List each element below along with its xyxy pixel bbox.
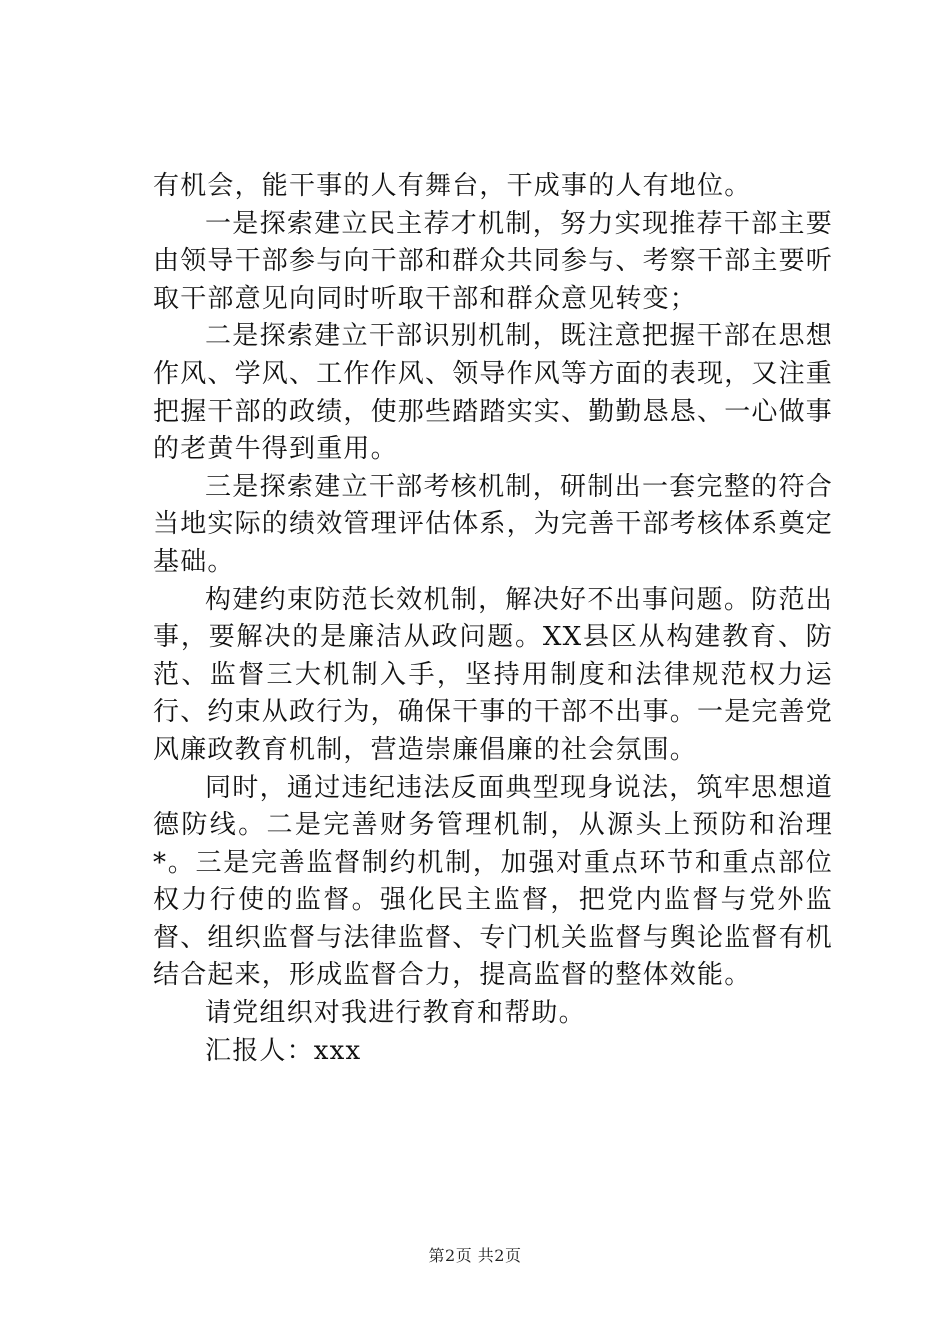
paragraph-constraint-mechanism: 构建约束防范长效机制，解决好不出事问题。防范出事，要解决的是廉洁从政问题。XX县区从构建教育、防范、监督三大机制入手，坚持用制度和法律规范权力运行、约束从政行为，确保干事的干部不出事。一是完善党风廉政教育机制，营造崇廉倡廉的社会氛围。 bbox=[153, 584, 834, 765]
paragraph-request: 请党组织对我进行教育和帮助。 bbox=[205, 998, 586, 1029]
paragraph-reporter: 汇报人：xxx bbox=[205, 1035, 362, 1066]
page-footer: 第2页 共2页 bbox=[428, 1246, 522, 1265]
paragraph-continuation: 有机会，能干事的人有舞台，干成事的人有地位。 bbox=[153, 171, 752, 201]
paragraph-recommend-mechanism: 一是探索建立民主荐才机制，努力实现推荐干部主要由领导干部参与向干部和群众共同参与、考察干部主要听取干部意见向同时听取干部和群众意见转变； bbox=[153, 208, 834, 314]
paragraph-identify-mechanism: 二是探索建立干部识别机制，既注意把握干部在思想作风、学风、工作作风、领导作风等方面的表现，又注重把握干部的政绩，使那些踏踏实实、勤勤恳恳、一心做事的老黄牛得到重用。 bbox=[153, 321, 834, 465]
paragraph-supervision: 同时，通过违纪违法反面典型现身说法，筑牢思想道德防线。二是完善财务管理机制，从源头上预防和治理*。三是完善监督制约机制，加强对重点环节和重点部位权力行使的监督。强化民主监督，把党内监督与党外监督、组织监督与法律监督、专门机关监督与舆论监督有机结合起来，形成监督合力，提高监督的整体效能。 bbox=[153, 772, 834, 991]
paragraph-assessment-mechanism: 三是探索建立干部考核机制，研制出一套完整的符合当地实际的绩效管理评估体系，为完善干部考核体系奠定基础。 bbox=[153, 471, 834, 577]
document-body bbox=[153, 168, 833, 1070]
